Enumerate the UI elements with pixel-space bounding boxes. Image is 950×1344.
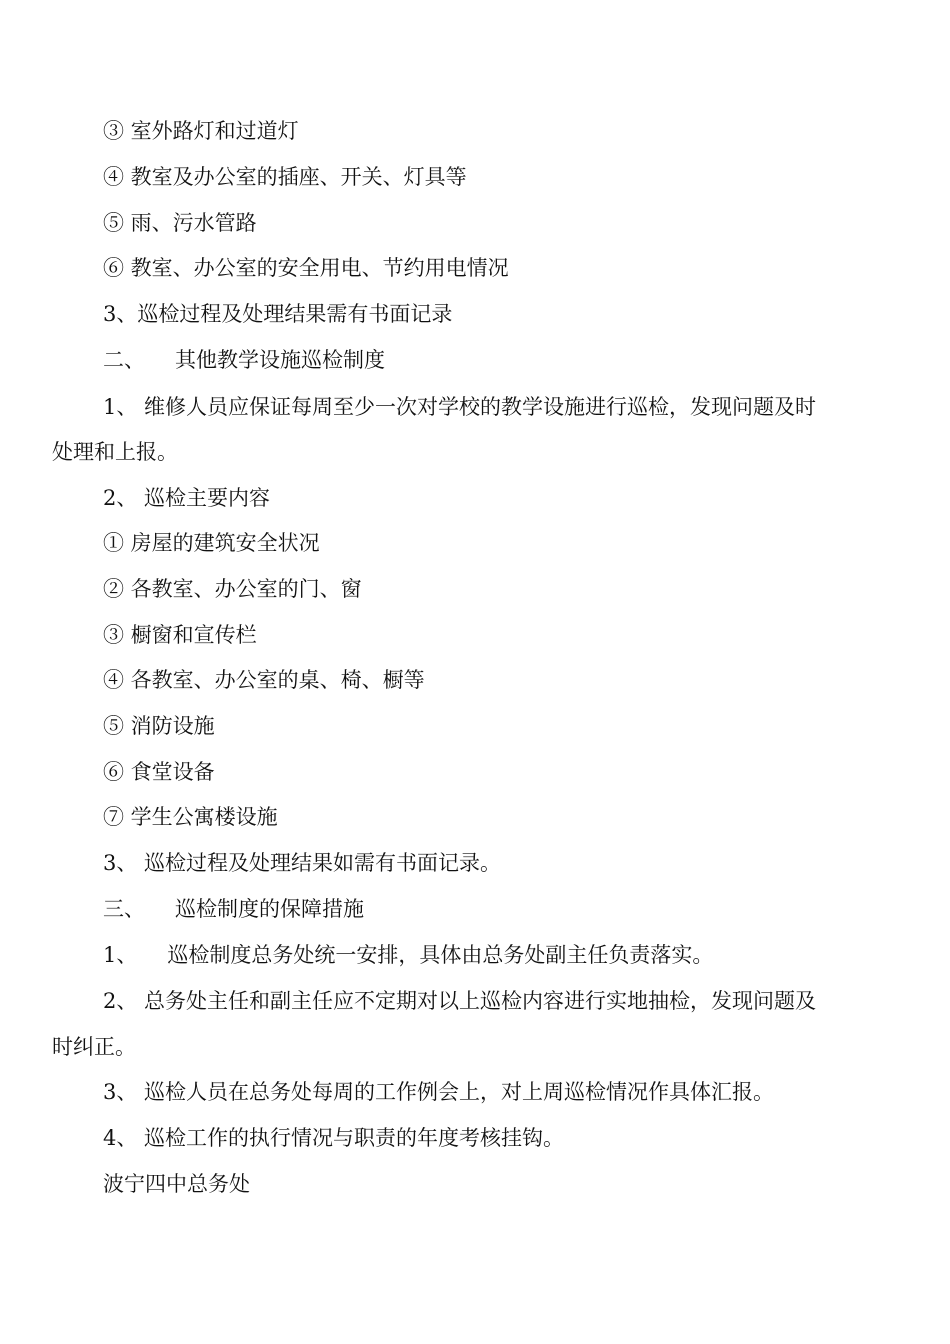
section-title: 其他教学设施巡检制度 [175, 348, 385, 372]
paragraph: 4、 巡检工作的执行情况与职责的年度考核挂钩。 [103, 1126, 565, 1150]
list-item: ① 房屋的建筑安全状况 [103, 531, 320, 555]
list-item: ③ 室外路灯和过道灯 [103, 119, 299, 143]
paragraph-line: 1、 维修人员应保证每周至少一次对学校的教学设施进行巡检，发现问题及时 [103, 395, 817, 419]
paragraph: 3、 巡检人员在总务处每周的工作例会上，对上周巡检情况作具体汇报。 [103, 1080, 775, 1104]
section-title: 巡检制度的保障措施 [175, 897, 364, 921]
list-item: ④ 教室及办公室的插座、开关、灯具等 [103, 165, 467, 189]
paragraph: 3、巡检过程及处理结果需有书面记录 [103, 302, 453, 326]
paragraph-number: 1、 [103, 943, 138, 967]
list-item: ⑤ 消防设施 [103, 714, 215, 738]
paragraph [103, 940, 713, 970]
paragraph-line: 处理和上报。 [52, 440, 178, 464]
list-item: ⑥ 教室、办公室的安全用电、节约用电情况 [103, 256, 509, 280]
list-item: ⑥ 食堂设备 [103, 760, 215, 784]
list-item: ② 各教室、办公室的门、窗 [103, 577, 362, 601]
section-heading [103, 345, 385, 375]
list-item: ⑦ 学生公寓楼设施 [103, 805, 278, 829]
list-item: ④ 各教室、办公室的桌、椅、橱等 [103, 668, 425, 692]
paragraph-line: 时纠正。 [52, 1035, 136, 1059]
paragraph-text: 巡检制度总务处统一安排，具体由总务处副主任负责落实。 [167, 943, 714, 967]
paragraph: 3、 巡检过程及处理结果如需有书面记录。 [103, 851, 502, 875]
paragraph: 2、 巡检主要内容 [103, 486, 271, 510]
list-item: ⑤ 雨、污水管路 [103, 211, 257, 235]
section-number: 三、 [103, 897, 145, 921]
signature: 波宁四中总务处 [103, 1172, 250, 1196]
section-number: 二、 [103, 348, 145, 372]
list-item: ③ 橱窗和宣传栏 [103, 623, 257, 647]
section-heading [103, 894, 364, 924]
paragraph-line: 2、 总务处主任和副主任应不定期对以上巡检内容进行实地抽检，发现问题及 [103, 989, 817, 1013]
